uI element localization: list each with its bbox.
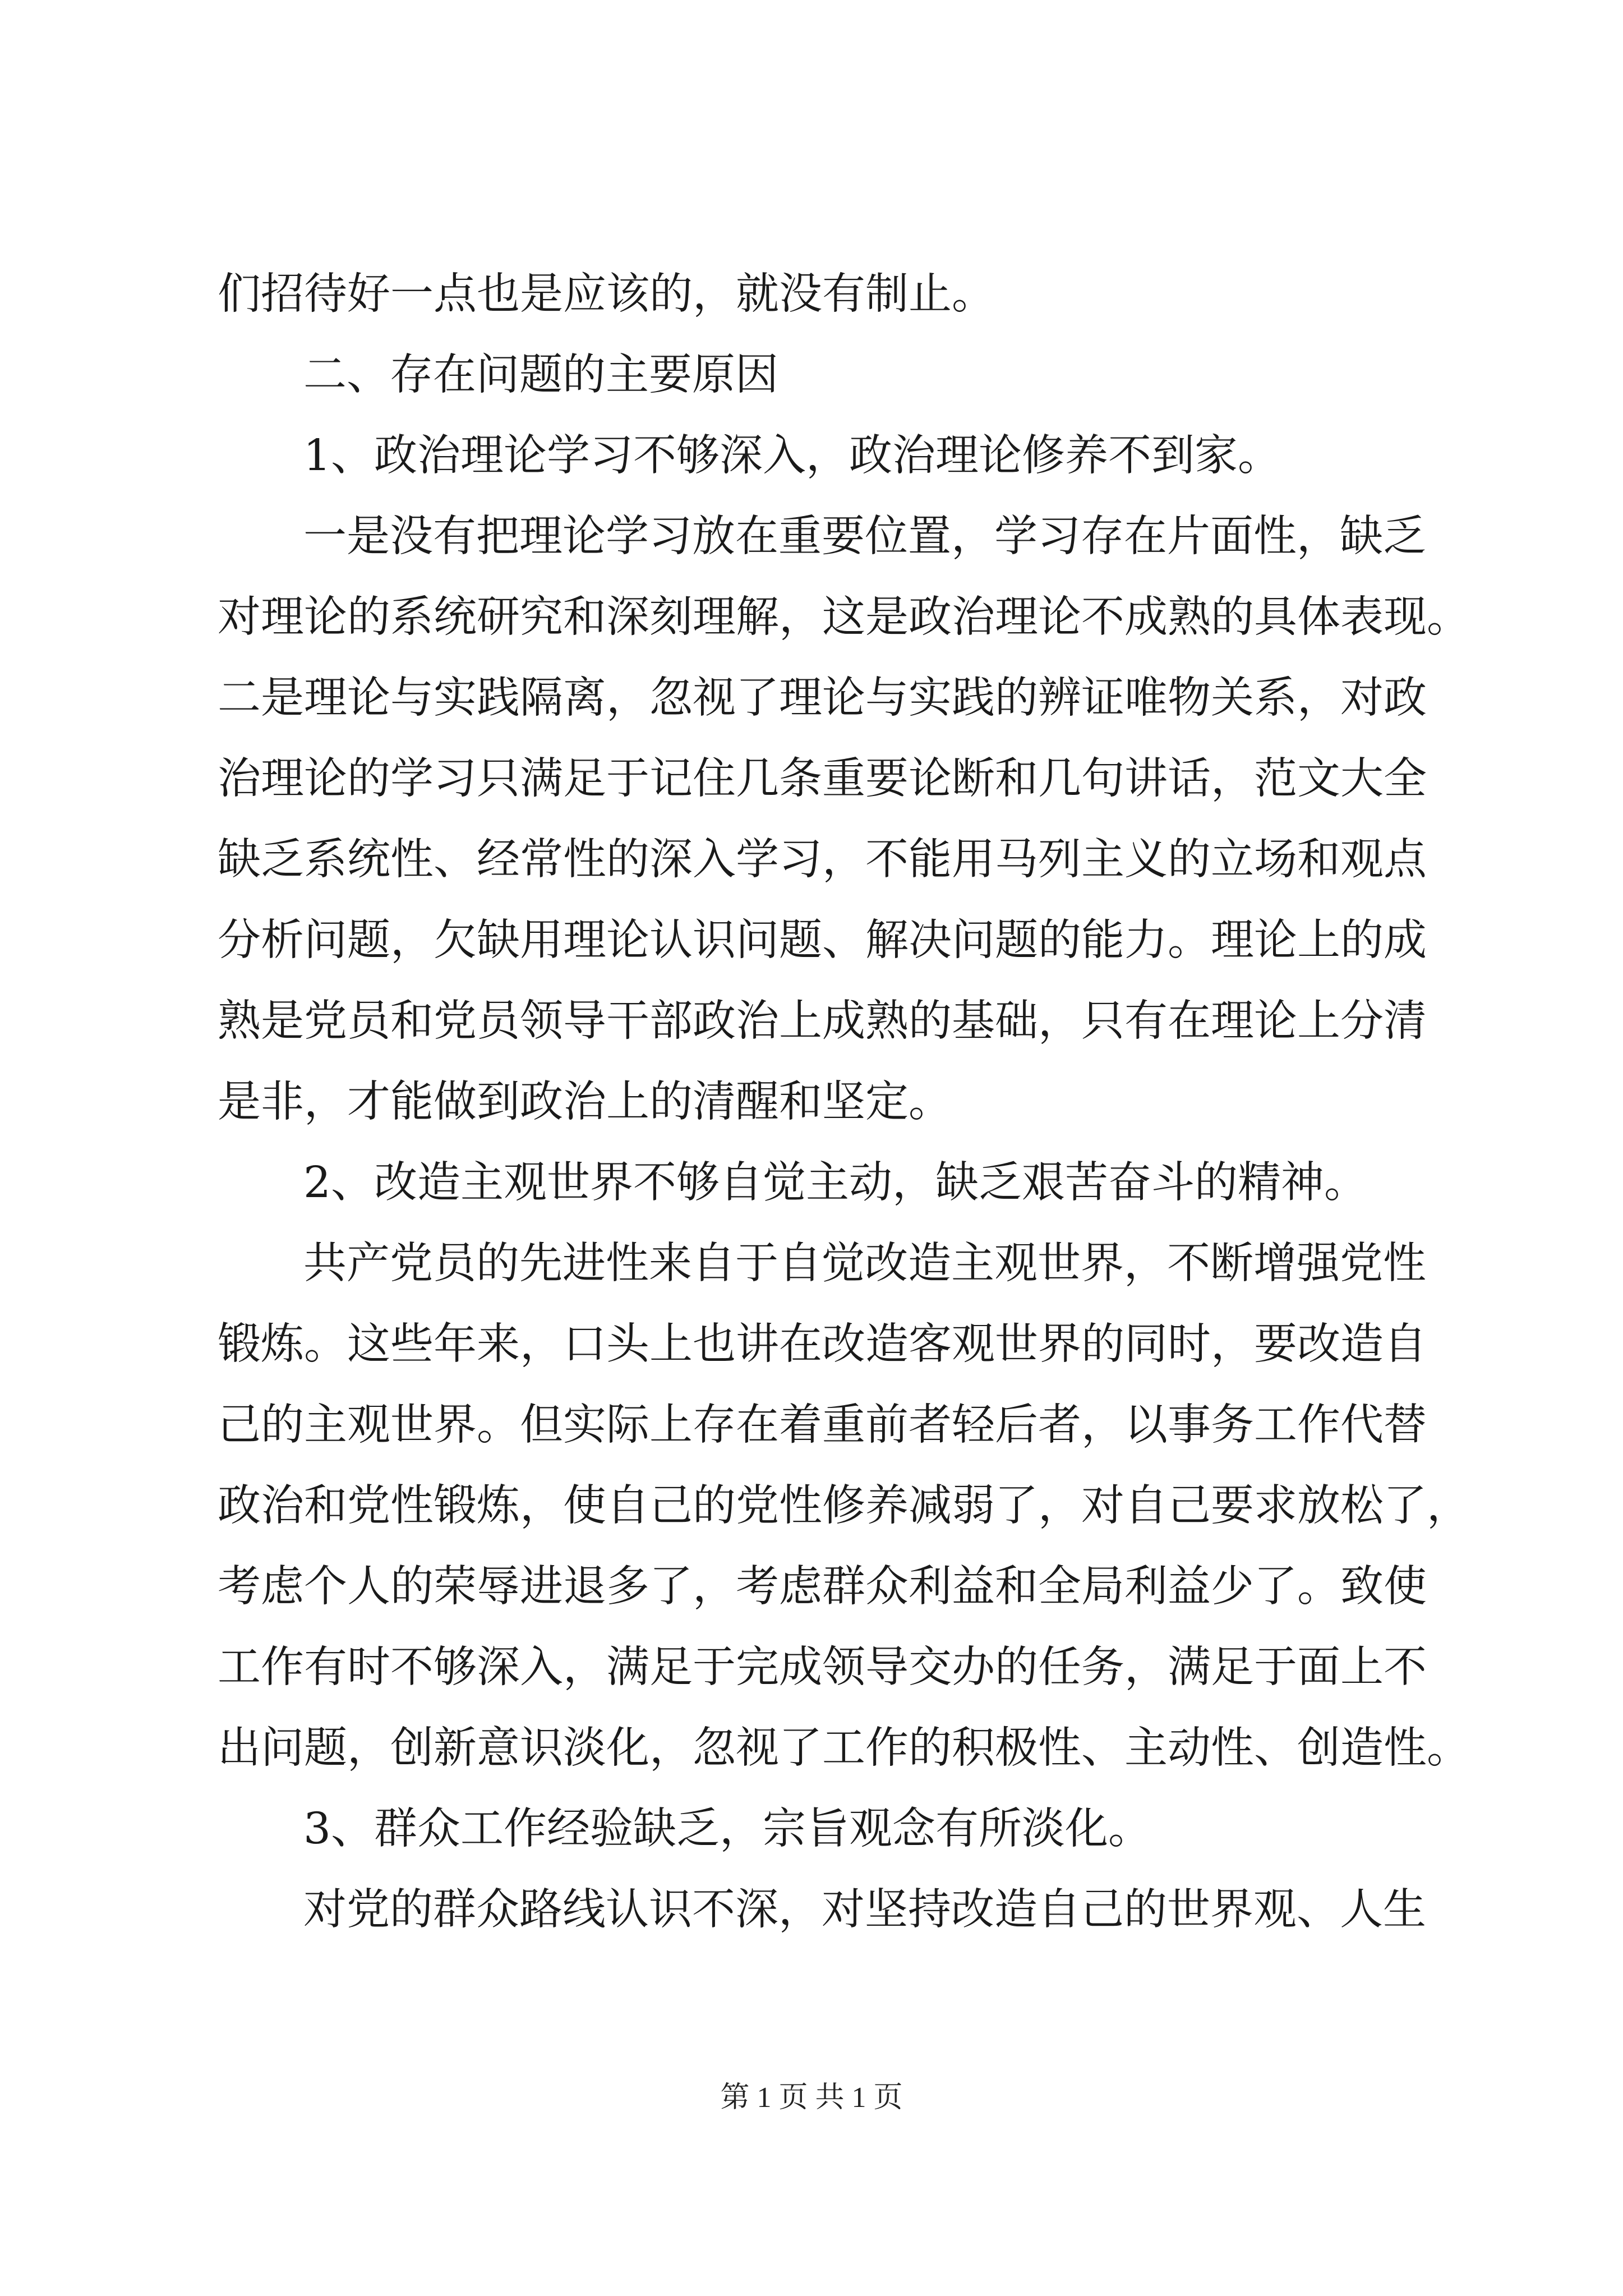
text-line-21: 对党的群众路线认识不深，对坚持改造自己的世界观、人生	[303, 1885, 1426, 1935]
text-line-14: 锻炼。这些年来，口头上也讲在改造客观世界的同时，要改造自	[218, 1319, 1427, 1369]
text-line-18: 工作有时不够深入，满足于完成领导交办的任务，满足于面上不	[218, 1642, 1427, 1692]
page-footer: 第 1 页 共 1 页	[720, 2082, 903, 2114]
subheading-2: 2、改造主观世界不够自觉主动，缺乏艰苦奋斗的精神。	[303, 1158, 1367, 1208]
text-line-9: 分析问题，欠缺用理论认识问题、解决问题的能力。理论上的成	[218, 915, 1427, 965]
text-line-15: 己的主观世界。但实际上存在着重前者轻后者，以事务工作代替	[218, 1400, 1427, 1450]
subheading-1: 1、政治理论学习不够深入，政治理论修养不到家。	[303, 431, 1281, 481]
text-line-8: 缺乏系统性、经常性的深入学习，不能用马列主义的立场和观点	[218, 835, 1427, 885]
text-line-6: 二是理论与实践隔离，忽视了理论与实践的辨证唯物关系，对政	[218, 673, 1427, 723]
text-line-10: 熟是党员和党员领导干部政治上成熟的基础，只有在理论上分清	[218, 996, 1427, 1046]
subheading-3: 3、群众工作经验缺乏，宗旨观念有所淡化。	[303, 1804, 1151, 1854]
text-line-16: 政治和党性锻炼，使自己的党性修养减弱了，对自己要求放松了，	[218, 1481, 1470, 1531]
text-line-11: 是非，才能做到政治上的清醒和坚定。	[218, 1077, 952, 1127]
text-line-13: 共产党员的先进性来自于自觉改造主观世界，不断增强党性	[303, 1239, 1426, 1289]
text-line-1: 们招待好一点也是应该的，就没有制止。	[218, 269, 995, 319]
text-line-7: 治理论的学习只满足于记住几条重要论断和几句讲话，范文大全	[218, 754, 1427, 804]
text-line-4: 一是没有把理论学习放在重要位置，学习存在片面性，缺乏	[303, 512, 1426, 562]
text-line-17: 考虑个人的荣辱进退多了，考虑群众利益和全局利益少了。致使	[218, 1562, 1427, 1612]
section-heading: 二、存在问题的主要原因	[303, 350, 778, 400]
text-line-5: 对理论的系统研究和深刻理解，这是政治理论不成熟的具体表现。	[218, 592, 1470, 642]
text-line-19: 出问题，创新意识淡化，忽视了工作的积极性、主动性、创造性。	[218, 1723, 1470, 1773]
